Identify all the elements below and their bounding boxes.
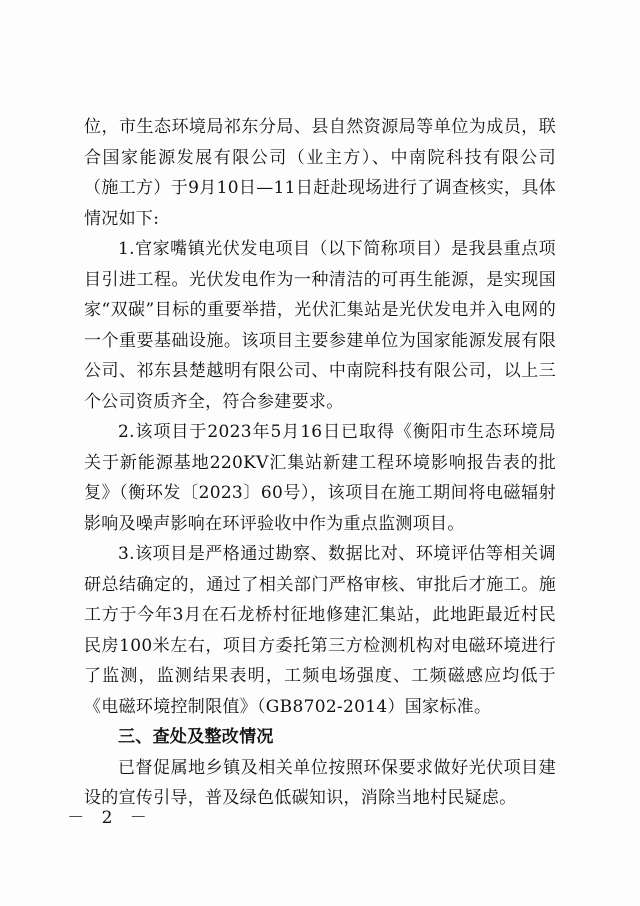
paragraph-closing: 已督促属地乡镇及相关单位按照环保要求做好光伏项目建设的宣传引导，普及绿色低碳知识，消除当地村民疑虑。 [84, 757, 556, 808]
paragraph-item-2: 2.该项目于2023年5月16日已取得《衡阳市生态环境局关于新能源基地220KV汇集站新建工程环境影响报告表的批复》（衡环发〔2023〕60号），该项目在施工期间将电磁辐射影响及噪声影响在环评验收中作为重点监测项目。 [84, 422, 556, 534]
paragraph-intro-continuation: 位，市生态环境局祁东分局、县自然资源局等单位为成员，联合国家能源发展有限公司（业主方）、中南院科技有限公司（施工方）于9月10日—11日赶赴现场进行了调查核实，具体情况如下: [84, 117, 556, 229]
document-body [84, 112, 556, 814]
paragraph-item-1: 1.官家嘴镇光伏发电项目（以下简称项目）是我县重点项目引进工程。光伏发电作为一种清洁的可再生能源，是实现国家“双碳”目标的重要举措，光伏汇集站是光伏发电并入电网的一个重要基础设施。该项目主要参建单位为国家能源发展有限公司、祁东县楚越明有限公司、中南院科技有限公司，以上三个公司资质齐全，符合参建要求。 [84, 239, 556, 412]
section-heading: 三、查处及整改情况 [118, 727, 274, 747]
page-number: － 2 － [67, 808, 153, 828]
paragraph-item-3: 3.该项目是严格通过勘察、数据比对、环境评估等相关调研总结确定的，通过了相关部门严格审核、审批后才施工。施工方于今年3月在石龙桥村征地修建汇集站，此地距最近村民民房100米左右，项目方委托第三方检测机构对电磁环境进行了监测，监测结果表明，工频电场强度、工频磁感应均低于《电磁环境控制限值》（GB8702-2014）国家标准。 [84, 544, 556, 717]
